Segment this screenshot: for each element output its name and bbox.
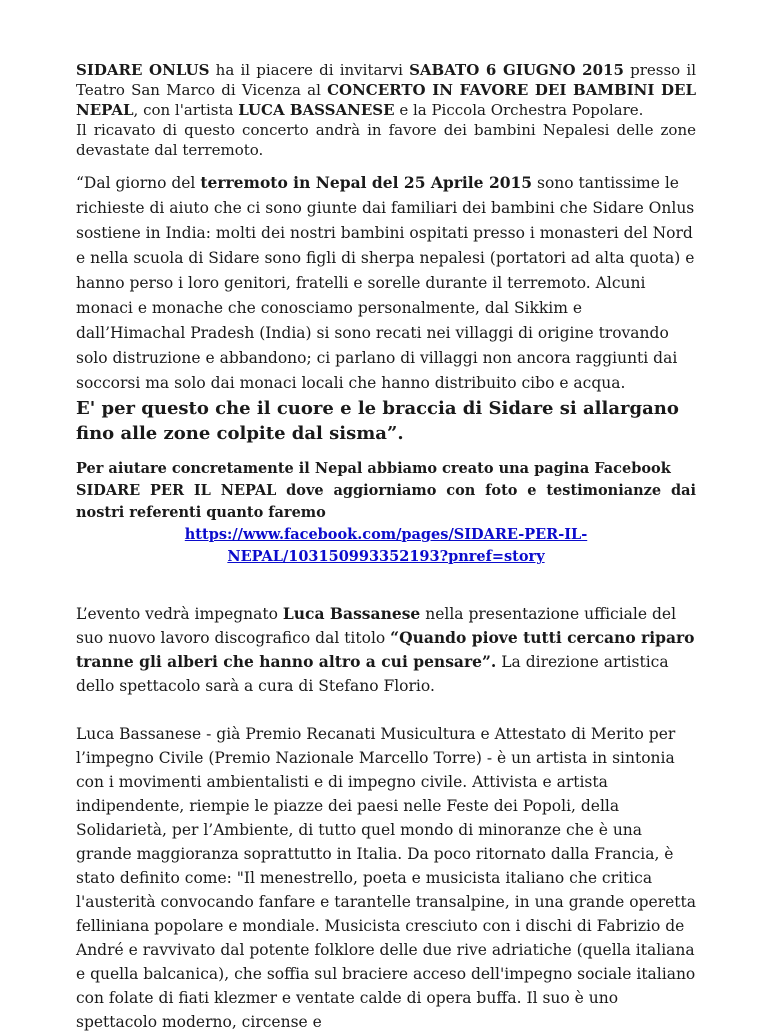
quote-paragraph: “Dal giorno del terremoto in Nepal del 25 Aprile 2015 sono tantissime le richieste di aiuto che ci sono giunte dai familiari dei bambini che Sidare Onlus sostiene in India: molti dei nostri bambini ospitati presso i monasteri del Nord e nella scuola di Sidare sono figli di sherpa nepalesi (portatori ad alta quota) e hanno perso i loro genitori, fratelli e sorelle durante il terremoto. Alcuni monaci e monache che conosciamo personalmente, dal Sikkim e dall’Himachal Pradesh (India) si sono recati nei villaggi di origine trovando solo distruzione e abbandono; ci parlano di villaggi non ancora raggiunti dai soccorsi ma solo dai monaci locali che hanno distribuito cibo e acqua. <box>76 173 695 392</box>
facebook-paragraph: Per aiutare concretamente il Nepal abbiamo creato una pagina Facebook SIDARE PER IL NEPAL dove aggiorniamo con foto e testimonianze dai nostri referenti quanto faremo <box>76 460 696 521</box>
org-name: SIDARE ONLUS <box>76 61 210 79</box>
event-date: SABATO 6 GIUGNO 2015 <box>409 61 624 79</box>
quote-closing: E' per questo che il cuore e le braccia di Sidare si allargano fino alle zone colpite dal sisma”. <box>76 398 679 444</box>
artist-name: LUCA BASSANESE <box>238 101 395 119</box>
document-page <box>76 60 696 1034</box>
facebook-link[interactable]: https://www.facebook.com/pages/SIDARE-PER-IL- NEPAL/103150993352193?pnref=story <box>184 526 588 565</box>
bio-paragraph: Luca Bassanese - già Premio Recanati Musicultura e Attestato di Merito per l’impegno Civile (Premio Nazionale Marcello Torre) - è un artista in sintonia con i movimenti ambientalisti e di impegno civile. Attivista e artista indipendente, riempie le piazze dei paesi nelle Feste dei Popoli, della Solidarietà, per l’Ambiente, di tutto quel mondo di minoranze che è una grande maggioranza soprattutto in Italia. Da poco ritornato dalla Francia, è stato definito come: "Il menestrello, poeta e musicista italiano che critica l'austerità convocando fanfare e tarantelle transalpine, in una grande operetta felliniana popolare e mondiale. Musicista cresciuto con i dischi di Fabrizio de André e ravvivato dal potente folklore delle due rive adriatiche (quella italiana e quella balcanica), che soffia sul braciere acceso dell'impegno sociale italiano con folate di fiati klezmer e ventate calde di opera buffa. Il suo è uno spettacolo moderno, circense e <box>76 725 696 1031</box>
proceeds-note: Il ricavato di questo concerto andrà in favore dei bambini Nepalesi delle zone devastate dal terremoto. <box>76 121 696 159</box>
concert-title: CONCERTO IN FAVORE DEI BAMBINI DEL NEPAL <box>76 81 696 119</box>
event-paragraph: L’evento vedrà impegnato Luca Bassanese nella presentazione ufficiale del suo nuovo lavoro discografico dal titolo “Quando piove tutti cercano riparo tranne gli alberi che hanno altro a cui pensare”. La direzione artistica dello spettacolo sarà a cura di Stefano Florio. <box>76 604 695 695</box>
invitation-paragraph: SIDARE ONLUS ha il piacere di invitarvi SABATO 6 GIUGNO 2015 presso il Teatro San Marco di Vicenza al CONCERTO IN FAVORE DEI BAMBINI DEL NEPAL, con l'artista LUCA BASSANESE e la Piccola Orchestra Popolare. Il ricavato di questo concerto andrà in favore dei bambini Nepalesi delle zone devastate dal terremoto. <box>76 61 696 159</box>
